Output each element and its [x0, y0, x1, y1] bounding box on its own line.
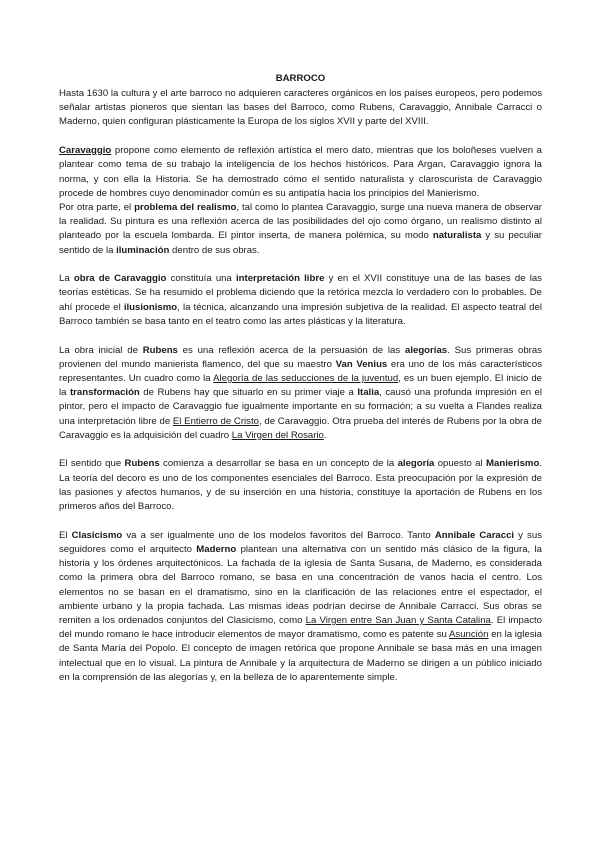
text-run: La: [59, 273, 74, 285]
paragraph-3: [59, 201, 542, 258]
text-run: , causó una profunda impresión en el pintor, pero el impacto de Caravaggio fue igualmente importante en su formación; a su vuelta a Flandes realiza una interpretación libre de: [59, 387, 542, 427]
emphasis-text: Maderno: [196, 543, 237, 555]
emphasis-text: naturalista: [432, 230, 482, 242]
text-run: . El impacto del mundo romano le hace introducir elementos de mayor dramatismo, como es patente su: [59, 615, 542, 641]
paragraph-gap: [59, 329, 542, 344]
text-run: era uno de los más característicos representantes. Un cuadro como la: [59, 358, 542, 384]
text-run: y en el XVII constituye una de las bases de las teorías estéticas. Se ha resumido el problema diciendo que la retórica mezcla lo verdadero con lo probables. De ahí procede el: [59, 273, 542, 313]
text-run: comienza a desarrollar se basa en un concepto de la: [159, 458, 398, 470]
text-run: dentro de sus obras.: [169, 244, 260, 256]
text-run: plantean una alternativa con un sentido más clásico de la figura, la historia y los órdenes arquitectónicos. La fachada de la iglesia de Santa Susana, de Maderno, es considerada como la primera obra del Barroco romano, se basa en una concentración de vanos hacia el centro. Los elementos no se basan en el dramatismo, sino en la clarificación de las relaciones entre el espectador, el ambiente urbano y la propia fachada. Las mismas ideas podrían decirse de Annibale Carracci. Sus obras se remiten a los ordenados conjuntos del Clasicismo, como: [59, 543, 542, 626]
paragraph-1: [59, 87, 542, 130]
text-run: . Sus primeras obras provienen del mundo manierista flamenco, del que su maestro: [59, 344, 543, 370]
emphasis-text: interpretación libre: [236, 273, 325, 285]
text-run: Por otra parte, el: [59, 201, 135, 213]
text-run: va a ser igualmente uno de los modelos favoritos del Barroco. Tanto: [122, 529, 435, 541]
text-run: La obra inicial de: [59, 344, 143, 356]
emphasis-text: transformación: [69, 387, 140, 399]
emphasis-text: Van Venius: [335, 358, 388, 370]
text-run: es una reflexión acerca de la persuasión de las: [177, 344, 405, 356]
paragraph-6: [59, 457, 542, 514]
emphasis-text: Annibale Caracci: [434, 529, 515, 541]
document-body: [59, 87, 542, 685]
paragraph-5: [59, 344, 542, 443]
text-run: , es un buen ejemplo. El inicio de la: [59, 372, 542, 399]
text-run: , la técnica, alcanzando una impresión subjetiva de la realidad. El aspecto teatral del Barroco también se basa tanto en el teatro como las artes plásticas y la literatura.: [59, 301, 542, 327]
emphasis-text: iluminación: [116, 244, 170, 256]
text-run: , de Caravaggio. Otra prueba del interés de Rubens por la obra de Caravaggio es la adquisición del cuadro: [59, 415, 542, 441]
emphasis-text: Clasicismo: [71, 529, 123, 541]
text-run: en la iglesia de Santa María del Popolo. El concepto de imagen retórica que propone Annibale se basa más en una imagen intelectual que en lo visual. La pintura de Annibale y la arquitectura de Maderno se dirigen a un público iniciado en la comprensión de las alegorías y, en la belleza de lo aparentemente simple.: [59, 629, 542, 683]
artwork-reference: El Entierro de Cristo: [172, 415, 259, 427]
document-title: BARROCO: [275, 73, 326, 84]
text-run: El: [59, 529, 72, 541]
text-run: de Rubens hay que situarlo en su primer viaje a: [139, 387, 358, 399]
text-run: y su peculiar sentido de la: [59, 230, 542, 256]
text-run: , tal como lo plantea Caravaggio, surge una nueva manera de observar la realidad. Su pintura es una reflexión acerca de las posibilidades del ojo como órgano, un realismo distinto al planteado por la escuela lombarda. El pintor inserta, de manera polémica, su modo: [59, 201, 543, 242]
emphasis-text: Italia: [357, 387, 380, 399]
paragraph-2: [59, 144, 542, 201]
text-run: El sentido que: [59, 458, 125, 470]
text-run: y sus seguidores como el arquitecto: [59, 529, 542, 555]
paragraph-gap: [59, 514, 542, 529]
emphasis-text: Rubens: [124, 458, 160, 470]
emphasis-text: Manierismo: [486, 458, 540, 470]
emphasis-text: alegoría: [397, 458, 435, 470]
text-run: opuesto al: [434, 458, 486, 470]
text-run: propone como elemento de reflexión artística el mero dato, mientras que los boloñeses vuelven a plantear como tema de su trabajo la inteligencia de los hechos históricos. Para Argan, Caravaggio ignora la norma, y con ella la Historia. Se ha demostrado cómo el sentido naturalista y claroscurista de Caravaggio procede de hombres cuyo denominador común es su antipatía hacia los principios del Manierismo.: [59, 145, 542, 199]
text-run: Hasta 1630 la cultura y el arte barroco no adquieren caracteres orgánicos en los países europeos, pero podemos señalar artistas pioneros que sientan las bases del Barroco, como Rubens, Caravaggio, Annibale Carracci o Maderno, quien configuran plásticamente la Europa de los siglos XVII y parte del XVIII.: [59, 88, 542, 128]
paragraph-gap: [59, 443, 542, 458]
emphasis-text: obra de Caravaggio: [73, 273, 167, 285]
artwork-reference: La Virgen del Rosario: [231, 429, 324, 441]
paragraph-gap: [59, 258, 542, 273]
paragraph-4: [59, 272, 542, 329]
artwork-reference: Alegoría de las seducciones de la juventud: [213, 372, 399, 384]
text-run: . La teoría del decoro es uno de los componentes esenciales del Barroco. Esta preocupación por la expresión de las pasiones y afectos humanos, y de su inserción en una historia, constituye la aportación de Rubens en los primeros años del Barroco.: [59, 458, 542, 513]
artwork-reference: Caravaggio: [59, 145, 112, 157]
paragraph-gap: [59, 130, 542, 145]
emphasis-text: problema del realismo: [134, 201, 237, 213]
emphasis-text: Rubens: [142, 344, 178, 356]
emphasis-text: alegorías: [404, 344, 448, 356]
paragraph-7: [59, 529, 542, 685]
emphasis-text: ilusionismo: [123, 301, 178, 313]
artwork-reference: La Virgen entre San Juan y Santa Catalina: [305, 615, 491, 626]
text-run: .: [323, 429, 327, 441]
artwork-reference: Asunción: [449, 629, 489, 641]
text-run: constituía una: [166, 273, 236, 285]
